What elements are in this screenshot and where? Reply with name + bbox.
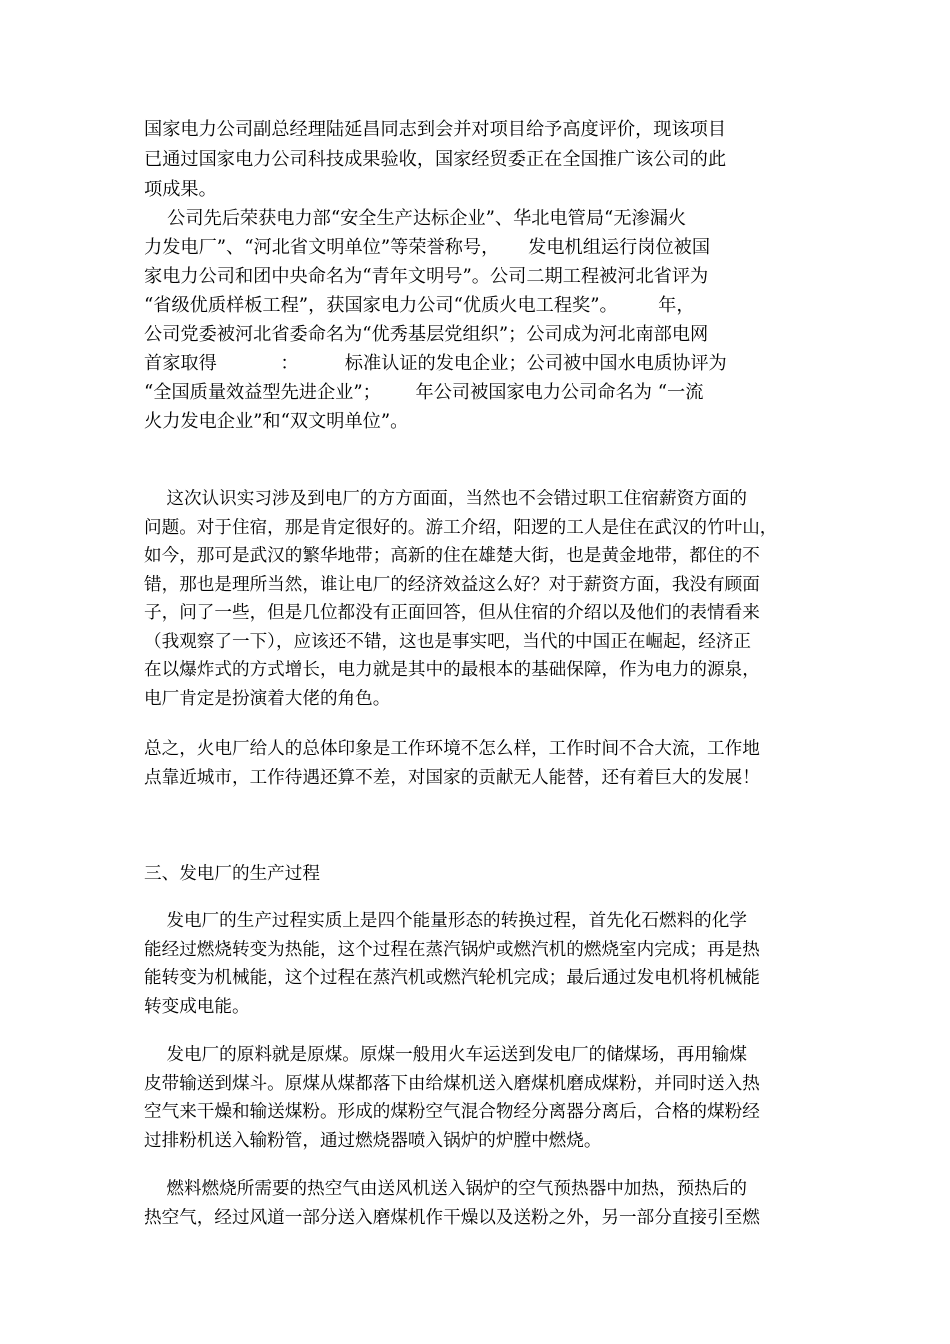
text-line: 发电厂的生产过程实质上是四个能量形态的转换过程，首先化石燃料的化学 (144, 911, 747, 931)
text-line: 火力发电企业”和“双文明单位”。 (144, 411, 409, 432)
text-line: 公司党委被河北省委命名为“优秀基层党组织”；公司成为河北南部电网 (144, 324, 709, 345)
text-line: 家电力公司和团中央命名为“青年文明号”。公司二期工程被河北省评为 (144, 266, 709, 287)
text-line: 燃料燃烧所需要的热空气由送风机送入锅炉的空气预热器中加热，预热后的 (144, 1179, 747, 1199)
text-line: 皮带输送到煤斗。原煤从煤都落下由给煤机送入磨煤机磨成煤粉，并同时送入热 (144, 1074, 760, 1094)
text-line: 总之，火电厂给人的总体印象是工作环境不怎么样，工作时间不合大流，工作地 (144, 739, 760, 759)
text-line: 能转变为机械能，这个过程在蒸汽机或燃汽轮机完成；最后通过发电机将机械能 (144, 968, 760, 988)
text-line: 已通过国家电力公司科技成果验收，国家经贸委正在全国推广该公司的此 (144, 149, 727, 170)
text-line: 错，那也是理所当然，谁让电厂的经济效益这么好？对于薪资方面，我没有顾面 (144, 575, 760, 595)
text-line: 首家取得 ： 标准认证的发电企业；公司被中国水电质协评为 (144, 353, 727, 374)
text-line: 在以爆炸式的方式增长，电力就是其中的最根本的基础保障，作为电力的源泉， (144, 660, 760, 680)
text-line: 转变成电能。 (144, 997, 250, 1017)
text-line: 空气来干燥和输送煤粉。形成的煤粉空气混合物经分离器分离后，合格的煤粉经 (144, 1102, 760, 1122)
text-line: “省级优质样板工程”，获国家电力公司“优质火电工程奖”。 年， (144, 295, 695, 316)
text-line: 这次认识实习涉及到电厂的方方面面，当然也不会错过职工住宿薪资方面的 (144, 489, 747, 509)
text-line: “全国质量效益型先进企业”； 年公司被国家电力公司命名为 “一流 (144, 382, 704, 403)
text-line: 问题。对于住宿，那是肯定很好的。游工介绍，阳逻的工人是住在武汉的竹叶山， (144, 518, 778, 538)
text-line: 如今，那可是武汉的繁华地带；高新的住在雄楚大街，也是黄金地带，都住的不 (144, 546, 760, 566)
text-line: 项成果。 (144, 179, 217, 200)
text-line: 国家电力公司副总经理陆延昌同志到会并对项目给予高度评价，现该项目 (144, 119, 727, 140)
text-line: 点靠近城市，工作待遇还算不差，对国家的贡献无人能替，还有着巨大的发展！ (144, 768, 760, 788)
text-line: 过排粉机送入输粉管，通过燃烧器喷入锅炉的炉膛中燃烧。 (144, 1131, 602, 1151)
text-line: 能经过燃烧转变为热能，这个过程在蒸汽锅炉或燃汽机的燃烧室内完成；再是热 (144, 940, 760, 960)
text-line: 公司先后荣获电力部“安全生产达标企业”、华北电管局“无渗漏火 (144, 208, 687, 229)
text-line: 发电厂的原料就是原煤。原煤一般用火车运送到发电厂的储煤场，再用输煤 (144, 1045, 747, 1065)
text-line: 电厂肯定是扮演着大佬的角色。 (144, 689, 391, 709)
section-heading: 三、发电厂的生产过程 (144, 864, 320, 884)
text-line: 子，问了一些，但是几位都没有正面回答，但从住宿的介绍以及他们的表情看来 (144, 603, 760, 623)
text-line: （我观察了一下），应该还不错，这也是事实吧，当代的中国正在崛起，经济正 (144, 632, 751, 652)
text-line: 热空气，经过风道一部分送入磨煤机作干燥以及送粉之外，另一部分直接引至燃 (144, 1208, 760, 1228)
text-line: 力发电厂”、“河北省文明单位”等荣誉称号， 发电机组运行岗位被国 (144, 237, 711, 258)
